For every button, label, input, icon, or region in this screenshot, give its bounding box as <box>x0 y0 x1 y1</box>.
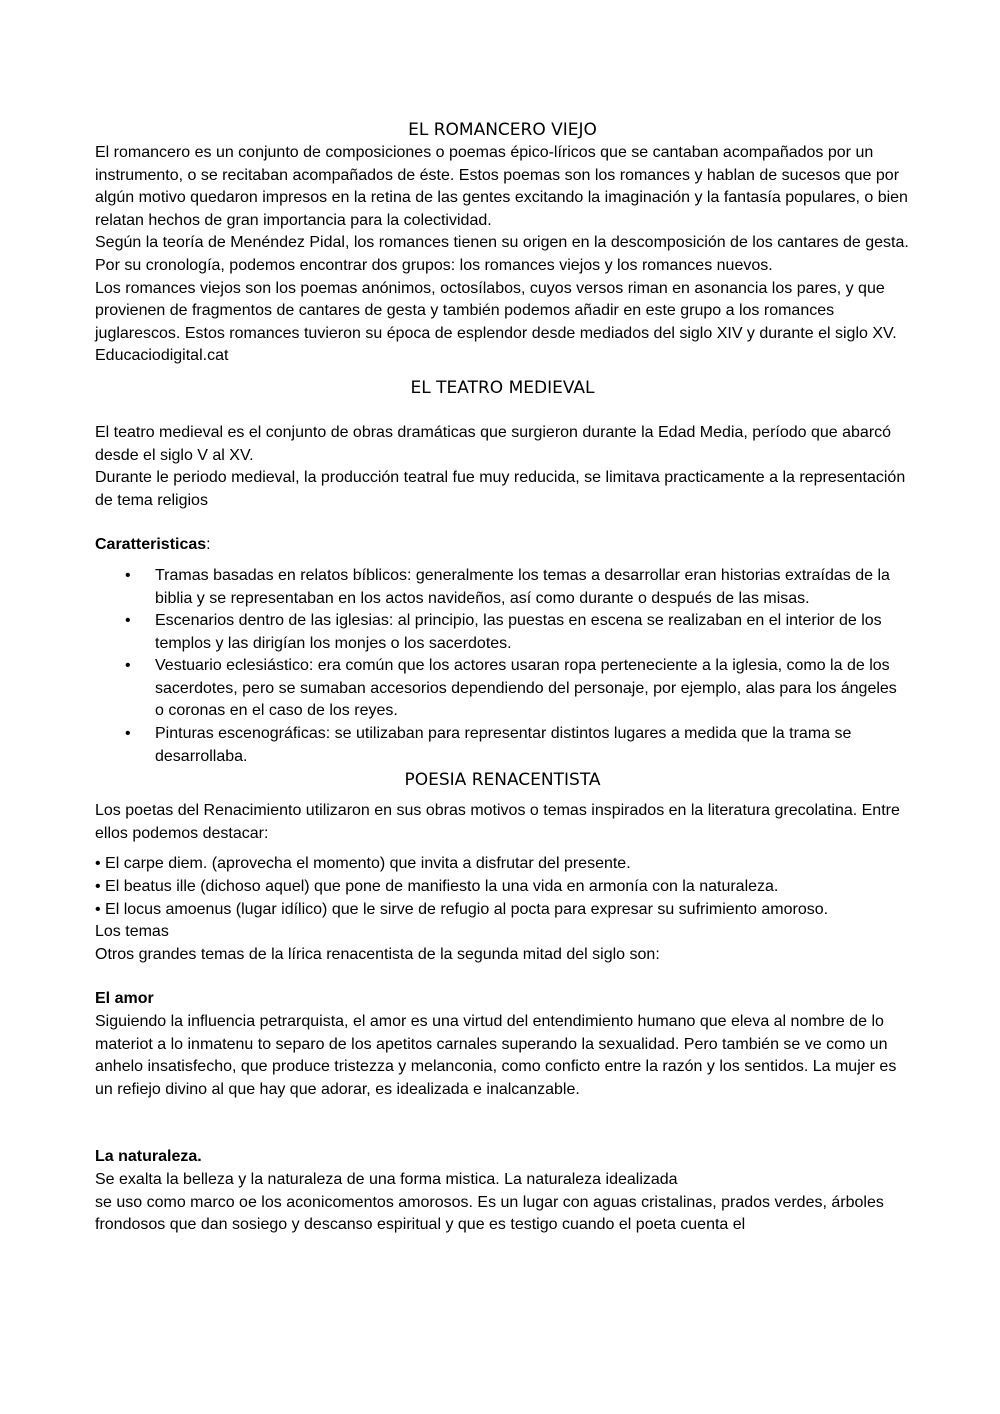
paragraph: Otros grandes temas de la lírica renacentista de la segunda mitad del siglo son: <box>95 945 660 963</box>
spacer <box>95 792 910 800</box>
list-item-text: Tramas basadas en relatos bíblicos: generalmente los temas a desarrollar eran historias extraídas de la biblia y se representaban en los actos navideños, así como durante o después de las misas. <box>155 566 890 607</box>
theme-line: • El beatus ille (dichoso aquel) que pone de manifiesto la una vida en armonía con la naturaleza. <box>95 878 779 896</box>
section-title: EL TEATRO MEDIEVAL <box>410 377 595 398</box>
paragraph: El romancero es un conjunto de composiciones o poemas épico-líricos que se cantaban acompañados por un instrumento, o se recitaban acompañados de éste. Estos poemas son los romances y hablan de sucesos que por algún motivo quedaron impresos en la retina de las gentes excitando la imaginación y la fantasía populares, o bien relatan hechos de gran importancia para la colectividad. <box>95 144 908 229</box>
theme-line: • El locus amoenus (lugar idílico) que le sirve de refugio al pocta para expresar su sufrimiento amoroso. <box>95 900 829 918</box>
source-note: Educaciodigital.cat <box>95 347 229 365</box>
section-title: EL ROMANCERO VIEJO <box>408 120 597 140</box>
bullet-icon: • <box>125 612 131 630</box>
section-title: POESIA RENACENTISTA <box>404 770 601 791</box>
paragraph: Según la teoría de Menéndez Pidal, los romances tienen su origen en la descomposición de los cantares de gesta. <box>95 234 909 252</box>
list-item <box>95 610 910 655</box>
section-romancero <box>95 118 910 368</box>
section-poesia <box>95 768 910 1237</box>
list-item <box>95 655 910 723</box>
bullet-icon: • <box>125 725 131 743</box>
spacer <box>95 400 910 422</box>
spacer <box>95 1101 910 1146</box>
list-item-text: Pinturas escenográficas: se utilizaban para representar distintos lugares a medida que la trama se desarrollaba. <box>155 725 852 765</box>
list-item-text: Vestuario eclesiástico: era común que los actores usaran ropa perteneciente a la iglesia, como la de los sacerdotes, pero se sumaban accesorios dependiendo del personaje, por ejemplo, alas para los ángeles o coronas en el caso de los reyes. <box>155 657 897 720</box>
bullet-icon: • <box>125 657 131 675</box>
features-heading <box>95 534 910 557</box>
theme-line: • El carpe diem. (aprovecha el momento) que invita a disfrutar del presente. <box>95 855 631 873</box>
subsection-title: El amor <box>95 990 154 1008</box>
list-item <box>95 565 910 610</box>
subsection-title: La naturaleza. <box>95 1148 202 1166</box>
features-list <box>95 565 910 768</box>
paragraph: Durante le periodo medieval, la producción teatral fue muy reducida, se limitava practicamente a la representación de tema religios <box>95 469 906 509</box>
paragraph: se uso como marco oe los aconicomentos amorosos. Es un lugar con aguas cristalinas, prados verdes, árboles frondosos que dan sosiego y descanso espiritual y que es testigo cuando el poeta cuenta el <box>95 1193 884 1234</box>
paragraph: El teatro medieval es el conjunto de obras dramáticas que surgieron durante la Edad Media, período que abarcó desde el siglo V al XV. <box>95 423 892 464</box>
spacer <box>95 512 910 534</box>
spacer <box>95 557 910 565</box>
paragraph: Se exalta la belleza y la naturaleza de una forma mistica. La naturaleza idealizada <box>95 1170 678 1188</box>
spacer <box>95 845 910 853</box>
spacer <box>95 368 910 376</box>
paragraph: Por su cronología, podemos encontrar dos grupos: los romances viejos y los romances nuevos. <box>95 256 773 274</box>
features-colon: : <box>206 536 211 554</box>
paragraph: Siguiendo la influencia petrarquista, el amor es una virtud del entendimiento humano que eleva al nombre de lo materiot a lo inmatenu to separo de los apetitos carnales superando la sexualidad. Pero también se ve como un anhelo insatisfecho, que produce tristezza y melanconia, como conficto entre la razón y los sentidos. La mujer es un refiejo divino al que hay que adorar, es idealizada e inalcanzable. <box>95 1013 897 1098</box>
list-item <box>95 723 910 768</box>
paragraph: Los romances viejos son los poemas anónimos, octosílabos, cuyos versos riman en asonancia los pares, y que provienen de fragmentos de cantares de gesta y también podemos añadir en este grupo a los romances juglarescos. Estos romances tuvieron su época de esplendor desde mediados del siglo XIV y durante el siglo XV. <box>95 279 897 342</box>
paragraph: Los temas <box>95 923 169 941</box>
list-item-text: Escenarios dentro de las iglesias: al principio, las puestas en escena se realizaban en el interior de los templos y las dirigían los monjes o los sacerdotes. <box>155 612 882 652</box>
paragraph: Los poetas del Renacimiento utilizaron en sus obras motivos o temas inspirados en la literatura grecolatina. Entre ellos podemos destacar: <box>95 802 900 842</box>
bullet-icon: • <box>125 566 131 584</box>
document-page <box>95 118 910 1237</box>
features-label: Caratteristicas <box>95 536 207 554</box>
spacer <box>95 966 910 988</box>
section-teatro <box>95 376 910 768</box>
